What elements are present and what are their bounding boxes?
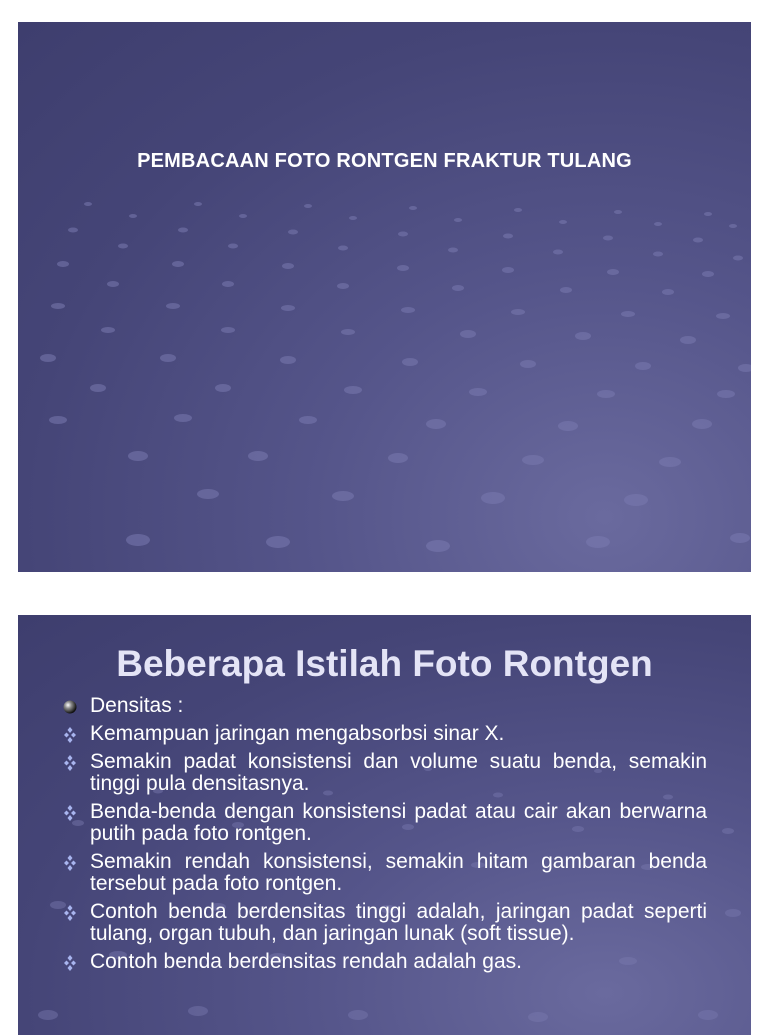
content-slide	[18, 615, 751, 1035]
list-item	[62, 751, 707, 795]
list-item	[62, 801, 707, 845]
list-item-text: Contoh benda berdensitas rendah adalah gas.	[90, 950, 522, 973]
list-item-text: Semakin rendah konsistensi, semakin hitam gambaran benda tersebut pada foto rontgen.	[90, 850, 707, 895]
list-item-text: Densitas :	[90, 694, 184, 717]
diamond-bullet-icon	[62, 903, 82, 923]
list-item	[62, 723, 707, 745]
background-dot-pattern	[18, 22, 751, 572]
list-item-text: Benda-benda dengan konsistensi padat atau cair akan berwarna putih pada foto rontgen.	[90, 800, 707, 845]
diamond-bullet-icon	[62, 803, 82, 823]
diamond-bullet-icon	[62, 753, 82, 773]
list-item	[62, 851, 707, 895]
diamond-bullet-icon	[62, 725, 82, 745]
slide-2-title: Beberapa Istilah Foto Rontgen	[116, 643, 653, 684]
list-item	[62, 901, 707, 945]
list-item	[62, 695, 707, 717]
list-item-text: Kemampuan jaringan mengabsorbsi sinar X.	[90, 722, 505, 745]
diamond-bullet-icon	[62, 953, 82, 973]
list-item-text: Contoh benda berdensitas tinggi adalah, jaringan padat seperti tulang, organ tubuh, dan jaringan lunak (soft tissue).	[90, 900, 707, 945]
title-slide	[18, 22, 751, 572]
list-item-text: Semakin padat konsistensi dan volume suatu benda, semakin tinggi pula densitasnya.	[90, 750, 707, 795]
bullet-list	[62, 695, 707, 979]
sphere-bullet-icon	[62, 697, 82, 717]
slide-1-title: PEMBACAAN FOTO RONTGEN FRAKTUR TULANG	[137, 150, 632, 172]
diamond-bullet-icon	[62, 853, 82, 873]
list-item	[62, 951, 707, 973]
